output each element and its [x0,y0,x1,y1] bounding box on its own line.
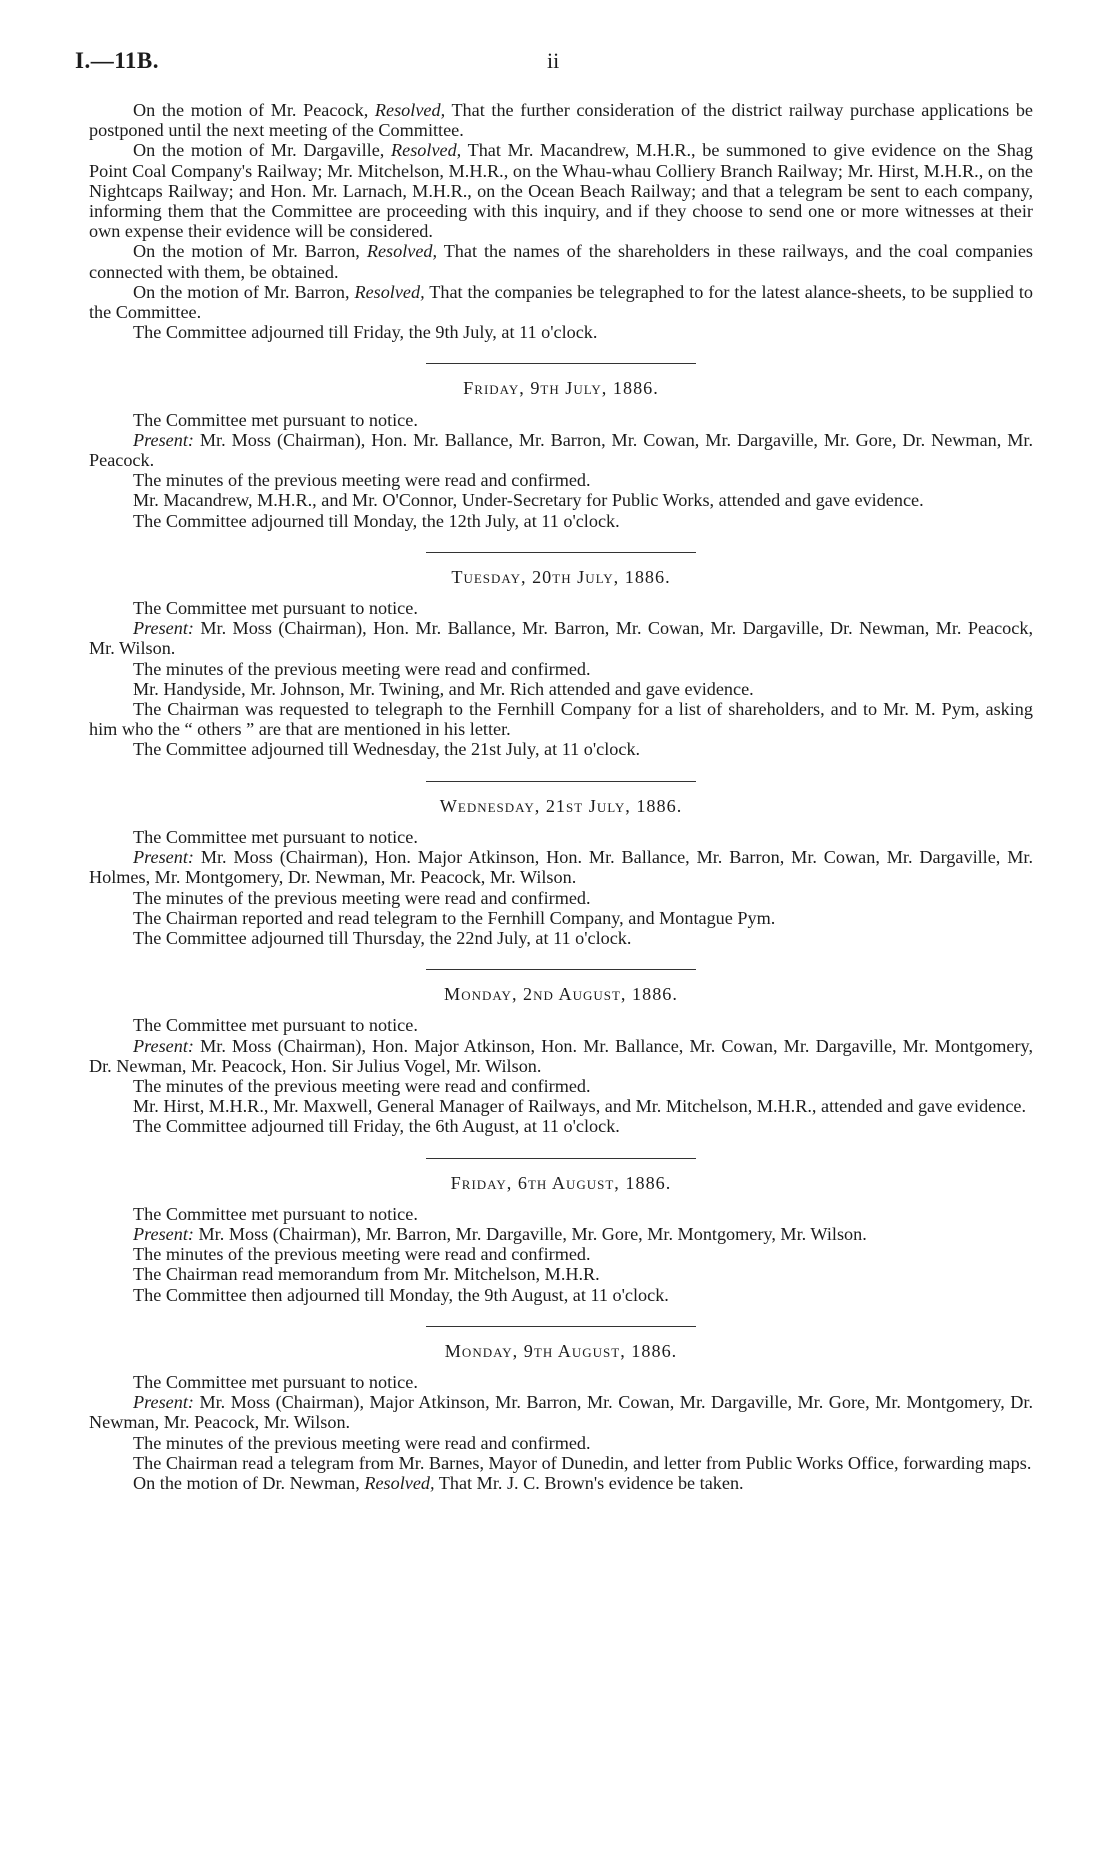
paragraph-text: The Committee adjourned till Thursday, the 22nd July, at 11 o'clock. [133,927,632,948]
paragraph [89,618,1033,658]
paragraph-text: The minutes of the previous meeting were read and confirmed. [133,1075,591,1096]
italic-label: Resolved, [391,140,462,161]
minutes-section [89,969,1033,1136]
paragraph-text: The Committee adjourned till Friday, the 6th August, at 11 o'clock. [133,1116,620,1137]
paragraph [89,322,1033,342]
paragraph [89,739,1033,759]
paragraph [89,1096,1033,1116]
italic-label: Present: [133,1035,194,1056]
meeting-date-heading: Friday, 9th July, 1886. [463,378,659,399]
paragraph [89,470,1033,490]
paragraph [89,827,1033,847]
paragraph [89,1453,1033,1473]
paragraph [89,1433,1033,1453]
italic-label: Resolved, [374,100,446,120]
paragraph-text: The Chairman read a telegram from Mr. Barnes, Mayor of Dunedin, and letter from Public Works Office, forwarding maps. [133,1452,1032,1473]
paragraph-text: The Committee met pursuant to notice. [133,1015,418,1036]
paragraph-text: The minutes of the previous meeting were read and confirmed. [133,470,591,491]
section-divider [426,781,696,782]
paragraph [89,140,1033,241]
paragraph-text: Mr. Moss (Chairman), Hon. Major Atkinson, Hon. Mr. Ballance, Mr. Barron, Mr. Cowan, Mr. Dargaville, Mr. Holmes, Mr. Montgomery, Dr. Newman, Mr. Peacock, Mr. Wilson. [89,847,1033,888]
paragraph-text: Mr. Moss (Chairman), Mr. Barron, Mr. Dargaville, Mr. Gore, Mr. Montgomery, Mr. Wilson. [193,1223,867,1244]
document-reference: I.—11B. [75,48,160,73]
minutes-section [89,781,1033,948]
document-body [89,100,1033,1493]
paragraph-text: The Committee met pursuant to notice. [133,826,418,847]
paragraph [89,908,1033,928]
paragraph-text: That the companies be telegraphed to for the latest alance-sheets, to be supplied to the Committee. [89,281,1033,323]
italic-label: Resolved, [364,1472,435,1493]
italic-label: Resolved, [354,281,425,302]
paragraph-text: Mr. Moss (Chairman), Hon. Mr. Ballance, Mr. Barron, Mr. Cowan, Mr. Dargaville, Mr. Gore, Dr. Newman, Mr. Peacock. [89,429,1033,471]
paragraph-text: The minutes of the previous meeting were read and confirmed. [133,1244,591,1265]
section-divider [426,969,696,970]
paragraph-text: The Chairman reported and read telegram to the Fernhill Company, and Montague Pym. [133,907,776,928]
italic-label: Present: [133,618,194,639]
paragraph [89,100,1033,140]
section-divider [426,552,696,553]
paragraph [89,1392,1033,1432]
paragraph-text: The Chairman read memorandum from Mr. Mitchelson, M.H.R. [133,1264,600,1285]
paragraph-text: Mr. Moss (Chairman), Hon. Mr. Ballance, Mr. Barron, Mr. Cowan, Mr. Dargaville, Dr. Newman, Mr. Peacock, Mr. Wilson. [89,618,1033,659]
paragraph [89,1224,1033,1244]
section-divider [426,363,696,364]
paragraph [89,1264,1033,1284]
section-divider [426,1326,696,1327]
paragraph [89,1285,1033,1305]
italic-label: Resolved, [366,241,438,262]
paragraph-text: That the names of the shareholders in these railways, and the coal companies connected with them, be obtained. [89,241,1033,282]
meeting-date-heading: Wednesday, 21st July, 1886. [439,795,683,816]
meeting-date-heading: Tuesday, 20th July, 1886. [451,566,671,587]
paragraph [89,1473,1033,1493]
paragraph-text: That the further consideration of the district railway purchase applications be postponed until the next meeting of the Committee. [89,100,1033,141]
paragraph-text: Mr. Moss (Chairman), Hon. Major Atkinson, Hon. Mr. Ballance, Mr. Cowan, Mr. Dargaville, Mr. Montgomery, Dr. Newman, Mr. Peacock, Hon. Sir Julius Vogel, Mr. Wilson. [89,1035,1033,1076]
paragraph-text: The Committee met pursuant to notice. [133,1371,418,1392]
paragraph [89,847,1033,887]
section-divider [426,1158,696,1159]
minutes-section [89,1326,1033,1493]
paragraph-text: Mr. Macandrew, M.H.R., and Mr. O'Connor, Under-Secretary for Public Works, attended and gave evidence. [133,490,924,511]
paragraph [89,282,1033,322]
meeting-date-heading: Friday, 6th August, 1886. [450,1172,672,1193]
italic-label: Present: [133,1223,194,1244]
paragraph [89,928,1033,948]
paragraph-text: The minutes of the previous meeting were read and confirmed. [133,887,591,908]
paragraph-text: Mr. Handyside, Mr. Johnson, Mr. Twining, and Mr. Rich attended and gave evidence. [133,678,754,699]
paragraph-text: On the motion of Mr. Barron, [133,241,367,262]
paragraph-text: The Committee met pursuant to notice. [133,598,418,619]
minutes-sections [89,363,1033,1493]
italic-label: Present: [133,847,194,868]
paragraph [89,511,1033,531]
paragraph-text: The Committee met pursuant to notice. [133,1203,418,1224]
paragraph [89,679,1033,699]
minutes-section [89,363,1033,530]
italic-label: Present: [133,429,194,450]
paragraph [89,241,1033,281]
paragraph-text: Mr. Hirst, M.H.R., Mr. Maxwell, General Manager of Railways, and Mr. Mitchelson, M.H.R., attended and gave evidence. [133,1096,1027,1117]
paragraph [89,1116,1033,1136]
paragraph [89,410,1033,430]
paragraph [89,659,1033,679]
paragraph-text: That Mr. J. C. Brown's evidence be taken. [434,1472,744,1493]
paragraph-text: On the motion of Mr. Barron, [133,281,355,302]
paragraph-text: That Mr. Macandrew, M.H.R., be summoned to give evidence on the Shag Point Coal Company's Railway; Mr. Mitchelson, M.H.R., on the Whau-whau Colliery Branch Railway; Mr. Hirst, M.H.R., on the Nightcaps Railway; and Hon. Mr. Larnach, M.H.R., on the Ocean Beach Railway; and that a telegram be sent to each company, informing them that the Committee are proceeding with this inquiry, and if they choose to send one or more witnesses at their own expense their evidence will be considered. [89,140,1033,242]
paragraph-text: On the motion of Mr. Dargaville, [133,140,392,161]
minutes-section [89,1158,1033,1305]
minutes-section [89,552,1033,760]
paragraph-text: The minutes of the previous meeting were read and confirmed. [133,658,591,679]
meeting-date-heading: Monday, 2nd August, 1886. [444,984,678,1005]
paragraph-text: The Committee adjourned till Wednesday, the 21st July, at 11 o'clock. [133,739,641,760]
intro-block [89,100,1033,342]
paragraph-text: The Committee adjourned till Friday, the 9th July, at 11 o'clock. [133,322,598,343]
paragraph [89,888,1033,908]
paragraph-text: The minutes of the previous meeting were read and confirmed. [133,1432,591,1453]
paragraph-text: The Committee adjourned till Monday, the 12th July, at 11 o'clock. [133,510,620,531]
paragraph [89,430,1033,470]
paragraph-text: The Chairman was requested to telegraph to the Fernhill Company for a list of shareholders, and to Mr. M. Pym, asking him who the “ others ” are that are mentioned in his letter. [89,699,1033,740]
paragraph [89,1244,1033,1264]
paragraph-text: On the motion of Mr. Peacock, [133,100,375,120]
paragraph [89,1015,1033,1035]
paragraph-text: The Committee then adjourned till Monday, the 9th August, at 11 o'clock. [133,1284,669,1305]
paragraph [89,1372,1033,1392]
paragraph-text: Mr. Moss (Chairman), Major Atkinson, Mr. Barron, Mr. Cowan, Mr. Dargaville, Mr. Gore, Mr. Montgomery, Dr. Newman, Mr. Peacock, Mr. Wilson. [89,1392,1033,1433]
paragraph [89,1204,1033,1224]
page-number: ii [547,48,560,73]
paragraph [89,490,1033,510]
paragraph [89,1036,1033,1076]
paragraph [89,598,1033,618]
italic-label: Present: [133,1392,194,1413]
paragraph-text: On the motion of Dr. Newman, [133,1472,365,1493]
paragraph [89,699,1033,739]
paragraph-text: The Committee met pursuant to notice. [133,409,418,430]
meeting-date-heading: Monday, 9th August, 1886. [444,1340,678,1361]
paragraph [89,1076,1033,1096]
